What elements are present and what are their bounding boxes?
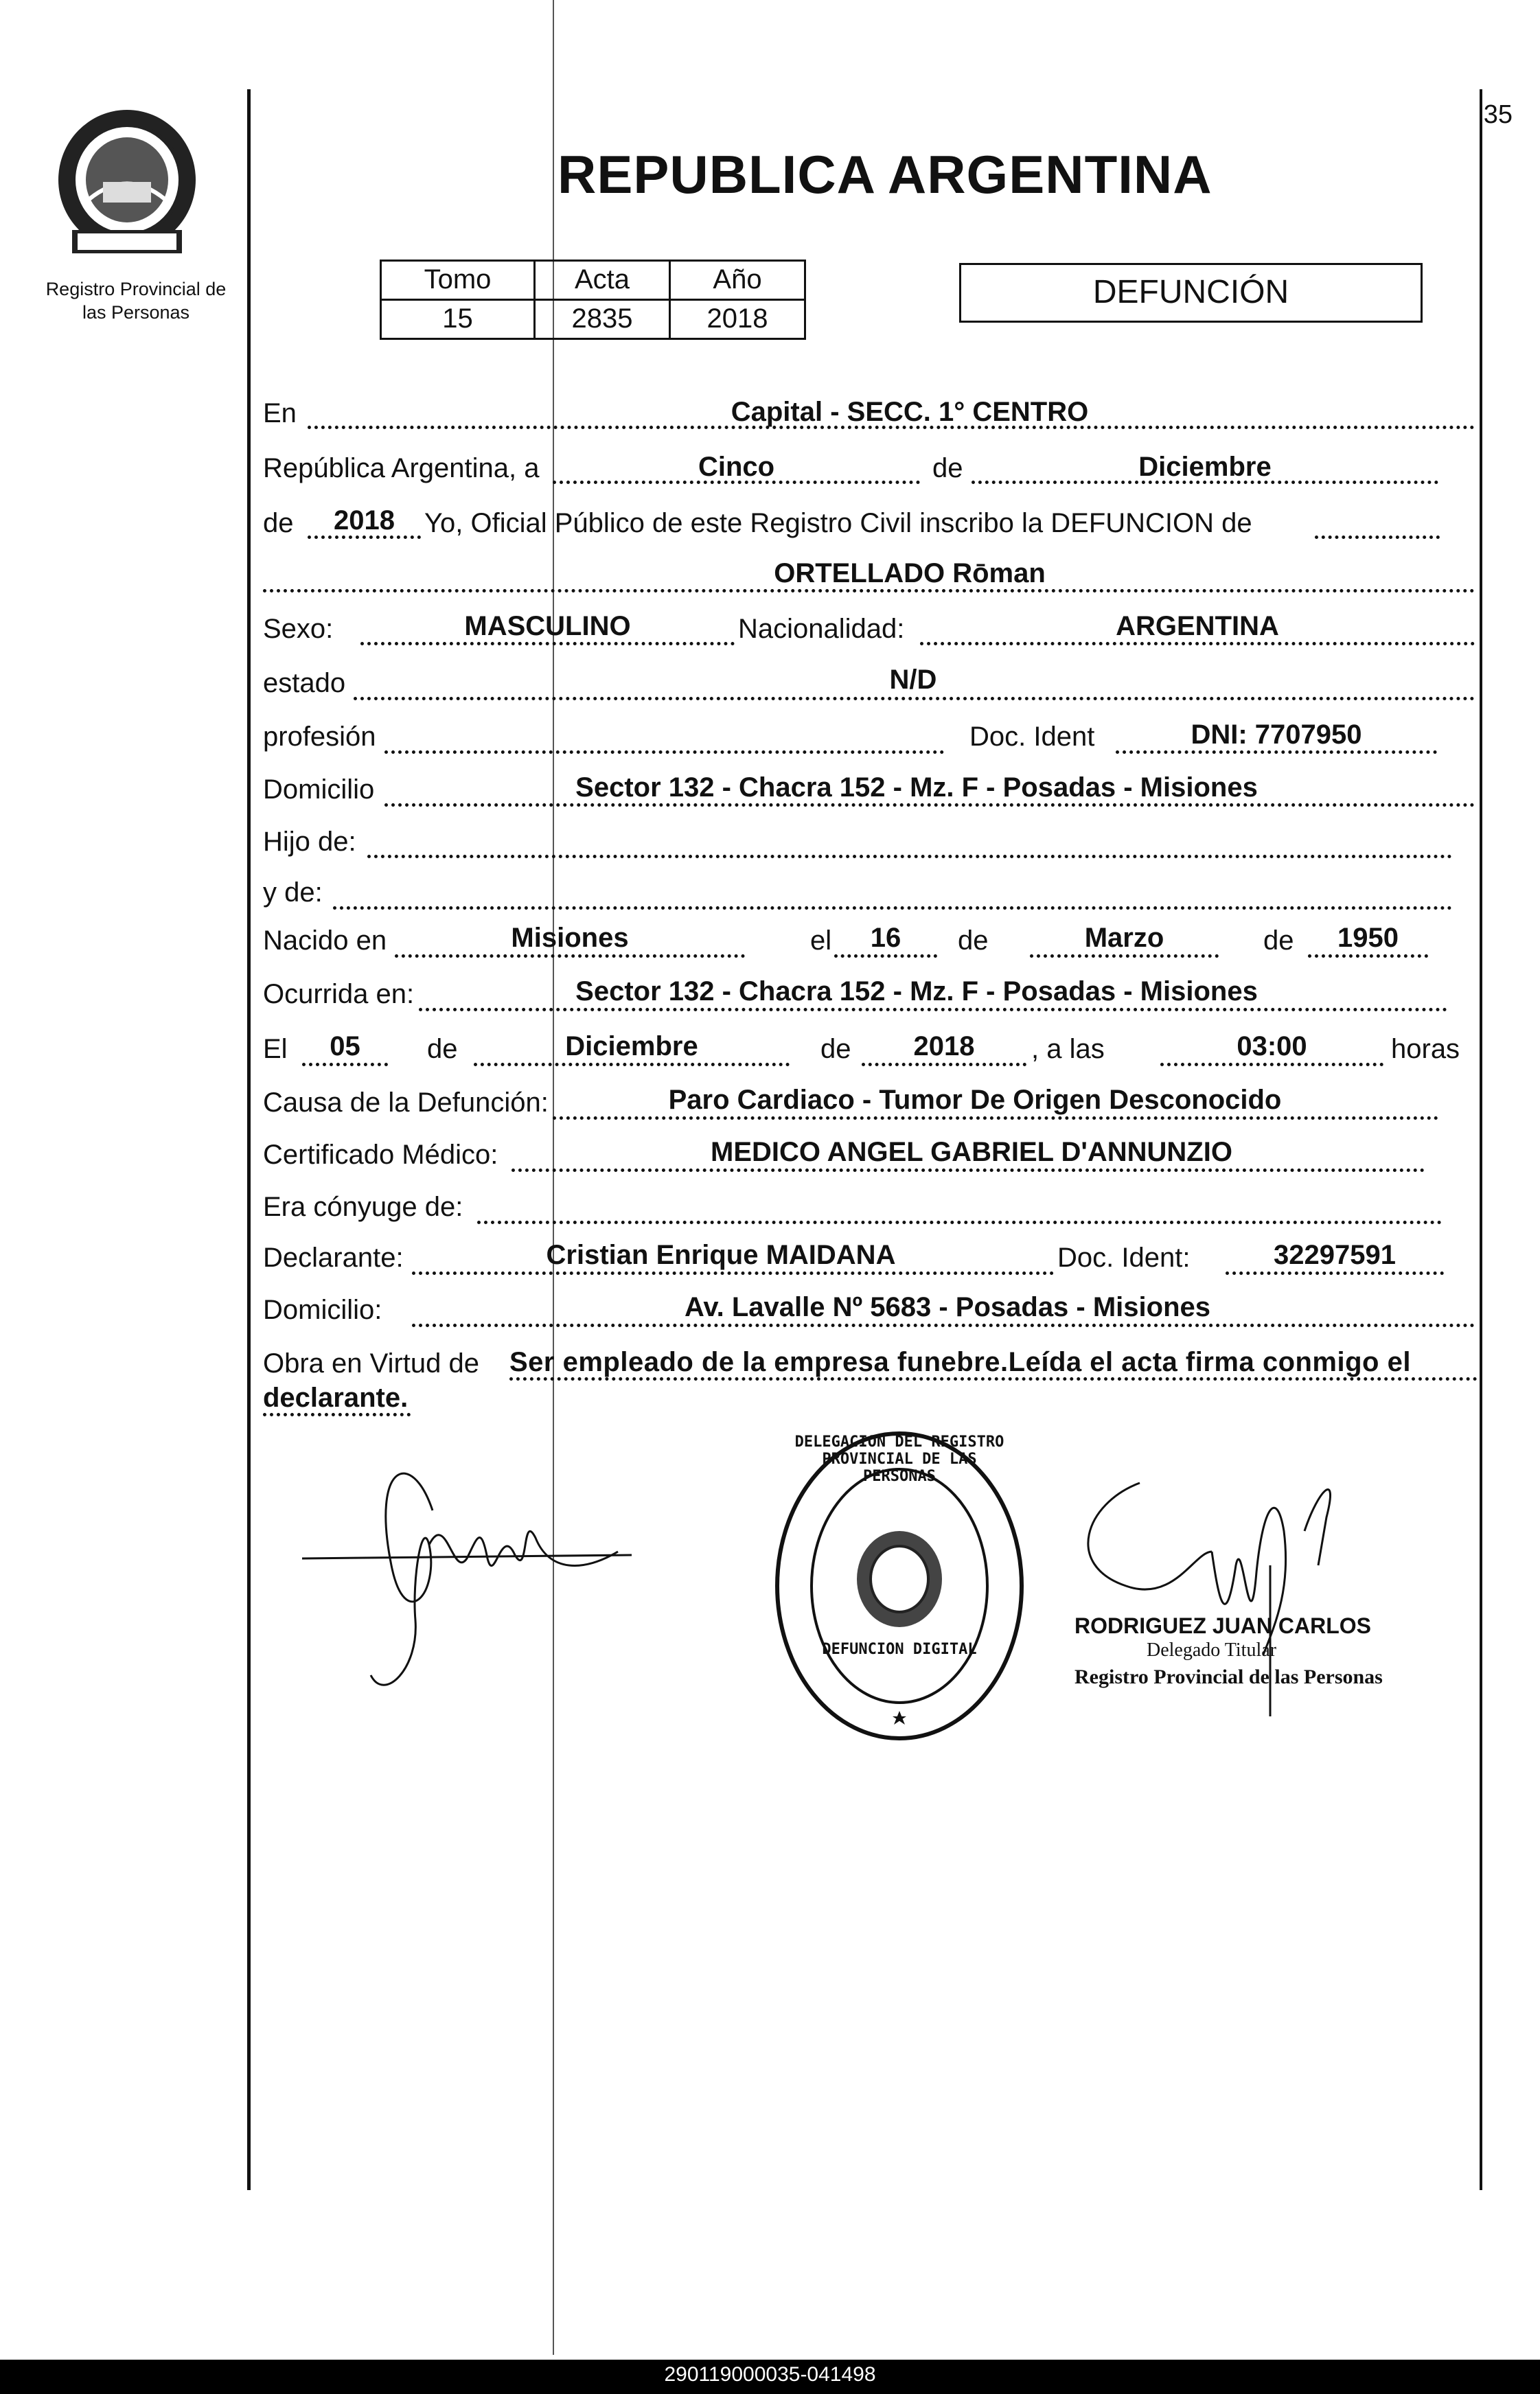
officer-office: Registro Provincial de las Personas — [1074, 1666, 1383, 1688]
seal-outer-text: DELEGACION DEL REGISTRO PROVINCIAL DE LAS PERSONAS — [794, 1434, 1004, 1485]
obra-line — [509, 1377, 1478, 1381]
nac-de1-label: de — [958, 925, 989, 956]
obra-label: Obra en Virtud de — [263, 1348, 480, 1379]
footer-code: 290119000035-041498 — [664, 2363, 876, 2386]
nacido-lugar: Misiones — [511, 923, 629, 953]
domicilio2-label: Domicilio: — [263, 1295, 382, 1325]
hora-line — [1160, 1063, 1383, 1066]
doc-line — [1116, 750, 1437, 754]
page-title: REPUBLICA ARGENTINA — [558, 144, 1213, 205]
page-number: 35 — [1483, 100, 1513, 129]
def-de2-label: de — [820, 1034, 851, 1064]
obra-text2: declarante. — [263, 1383, 409, 1413]
sexo-value: MASCULINO — [464, 611, 631, 641]
conyuge-label: Era cónyuge de: — [263, 1192, 463, 1222]
estado-label: estado — [263, 668, 346, 698]
declarante-value: Cristian Enrique MAIDANA — [546, 1240, 896, 1270]
declarante-label: Declarante: — [263, 1243, 404, 1273]
def-anio: 2018 — [913, 1031, 975, 1061]
yde-label: y de: — [263, 877, 323, 908]
estado-value: N/D — [889, 665, 937, 695]
def-dia: 05 — [330, 1031, 360, 1061]
certificado-value: MEDICO ANGEL GABRIEL D'ANNUNZIO — [711, 1137, 1232, 1167]
yde-line — [333, 906, 1452, 910]
hijo-line — [367, 855, 1452, 858]
declarant-signature — [295, 1442, 652, 1703]
nac-mes: Marzo — [1084, 923, 1164, 953]
domicilio2-line — [412, 1324, 1475, 1327]
hijo-label: Hijo de: — [263, 827, 356, 857]
yo-text: Yo, Oficial Público de este Registro Civil inscribo la DEFUNCION de — [424, 508, 1252, 538]
nacido-label: Nacido en — [263, 925, 387, 956]
record-type-box: DEFUNCIÓN — [959, 263, 1423, 323]
def-mes: Diciembre — [565, 1031, 698, 1061]
table-value-anio: 2018 — [669, 299, 806, 340]
year-line — [308, 536, 421, 539]
de2-label: de — [263, 508, 294, 538]
nac-anio-line — [1308, 954, 1428, 958]
official-seal — [769, 1428, 1030, 1744]
table-value-tomo: 15 — [380, 299, 536, 340]
day-word: Cinco — [698, 452, 775, 482]
certificado-line — [512, 1169, 1425, 1172]
decl-doc-line — [1226, 1271, 1444, 1275]
obra-line2 — [263, 1413, 411, 1416]
alas-label: , a las — [1031, 1034, 1105, 1064]
province-emblem — [38, 103, 216, 261]
decl-doc-label: Doc. Ident: — [1057, 1243, 1191, 1273]
nacionalidad-value: ARGENTINA — [1116, 611, 1279, 641]
nac-dia: 16 — [870, 923, 901, 953]
doc-label: Doc. Ident — [969, 722, 1095, 752]
nac-de2-label: de — [1263, 925, 1294, 956]
left-margin-line — [247, 89, 251, 2190]
registry-name-line2: las Personas — [82, 302, 190, 323]
el-label: el — [810, 925, 832, 956]
year-value: 2018 — [334, 505, 395, 536]
sexo-line — [360, 642, 735, 645]
nacionalidad-label: Nacionalidad: — [738, 614, 905, 644]
registry-name-line1: Registro Provincial de — [45, 279, 227, 299]
decl-doc: 32297591 — [1274, 1240, 1396, 1270]
en-value: Capital - SECC. 1° CENTRO — [731, 397, 1089, 427]
domicilio-line — [384, 803, 1475, 807]
obra-text: Ser empleado de la empresa funebre.Leída el acta firma conmigo el — [509, 1347, 1411, 1377]
nacionalidad-line — [920, 642, 1475, 645]
deceased-name: ORTELLADO Rōman — [774, 558, 1046, 588]
def-dia-line — [302, 1063, 388, 1066]
month-word: Diciembre — [1138, 452, 1272, 482]
def-mes-line — [474, 1063, 790, 1066]
declarante-line — [412, 1271, 1054, 1275]
doc-value: DNI: 7707950 — [1191, 720, 1362, 750]
officer-role: Delegado Titular — [1147, 1639, 1276, 1661]
def-de1-label: de — [427, 1034, 458, 1064]
nacido-lugar-line — [395, 954, 745, 958]
officer-name: RODRIGUEZ JUAN CARLOS — [1074, 1613, 1372, 1638]
table-value-acta: 2835 — [533, 299, 671, 340]
certificado-label: Certificado Médico: — [263, 1140, 498, 1170]
def-anio-line — [862, 1063, 1026, 1066]
fold-line — [553, 0, 554, 2355]
causa-label: Causa de la Defunción: — [263, 1087, 549, 1118]
republica-label: República Argentina, a — [263, 453, 540, 483]
hora-value: 03:00 — [1237, 1031, 1307, 1061]
nac-dia-line — [834, 954, 937, 958]
ocurrida-line — [419, 1008, 1447, 1011]
conyuge-line — [477, 1221, 1442, 1224]
horas-label: horas — [1391, 1034, 1460, 1064]
sexo-label: Sexo: — [263, 614, 334, 644]
profesion-label: profesión — [263, 722, 376, 752]
domicilio-value: Sector 132 - Chacra 152 - Mz. F - Posadas - Misiones — [575, 772, 1258, 803]
causa-line — [553, 1116, 1438, 1120]
deceased-line — [263, 589, 1475, 592]
domicilio2-value: Av. Lavalle Nº 5683 - Posadas - Misiones — [684, 1292, 1211, 1322]
estado-line — [354, 697, 1475, 700]
el2-label: El — [263, 1034, 288, 1064]
causa-value: Paro Cardiaco - Tumor De Origen Desconocido — [668, 1085, 1282, 1115]
ocurrida-label: Ocurrida en: — [263, 979, 415, 1009]
profesion-line — [384, 750, 944, 754]
ocurrida-value: Sector 132 - Chacra 152 - Mz. F - Posadas - Misiones — [575, 976, 1258, 1006]
right-margin-line — [1480, 89, 1482, 2190]
table-header-tomo: Tomo — [380, 260, 536, 301]
table-header-acta: Acta — [533, 260, 671, 301]
nac-mes-line — [1030, 954, 1219, 958]
de-label: de — [932, 453, 963, 483]
domicilio-label: Domicilio — [263, 774, 375, 805]
nac-anio: 1950 — [1337, 923, 1399, 953]
yo-tail-line — [1315, 536, 1440, 539]
en-label: En — [263, 398, 297, 428]
seal-inner-text: DEFUNCION DIGITAL — [822, 1641, 977, 1658]
table-header-anio: Año — [669, 260, 806, 301]
